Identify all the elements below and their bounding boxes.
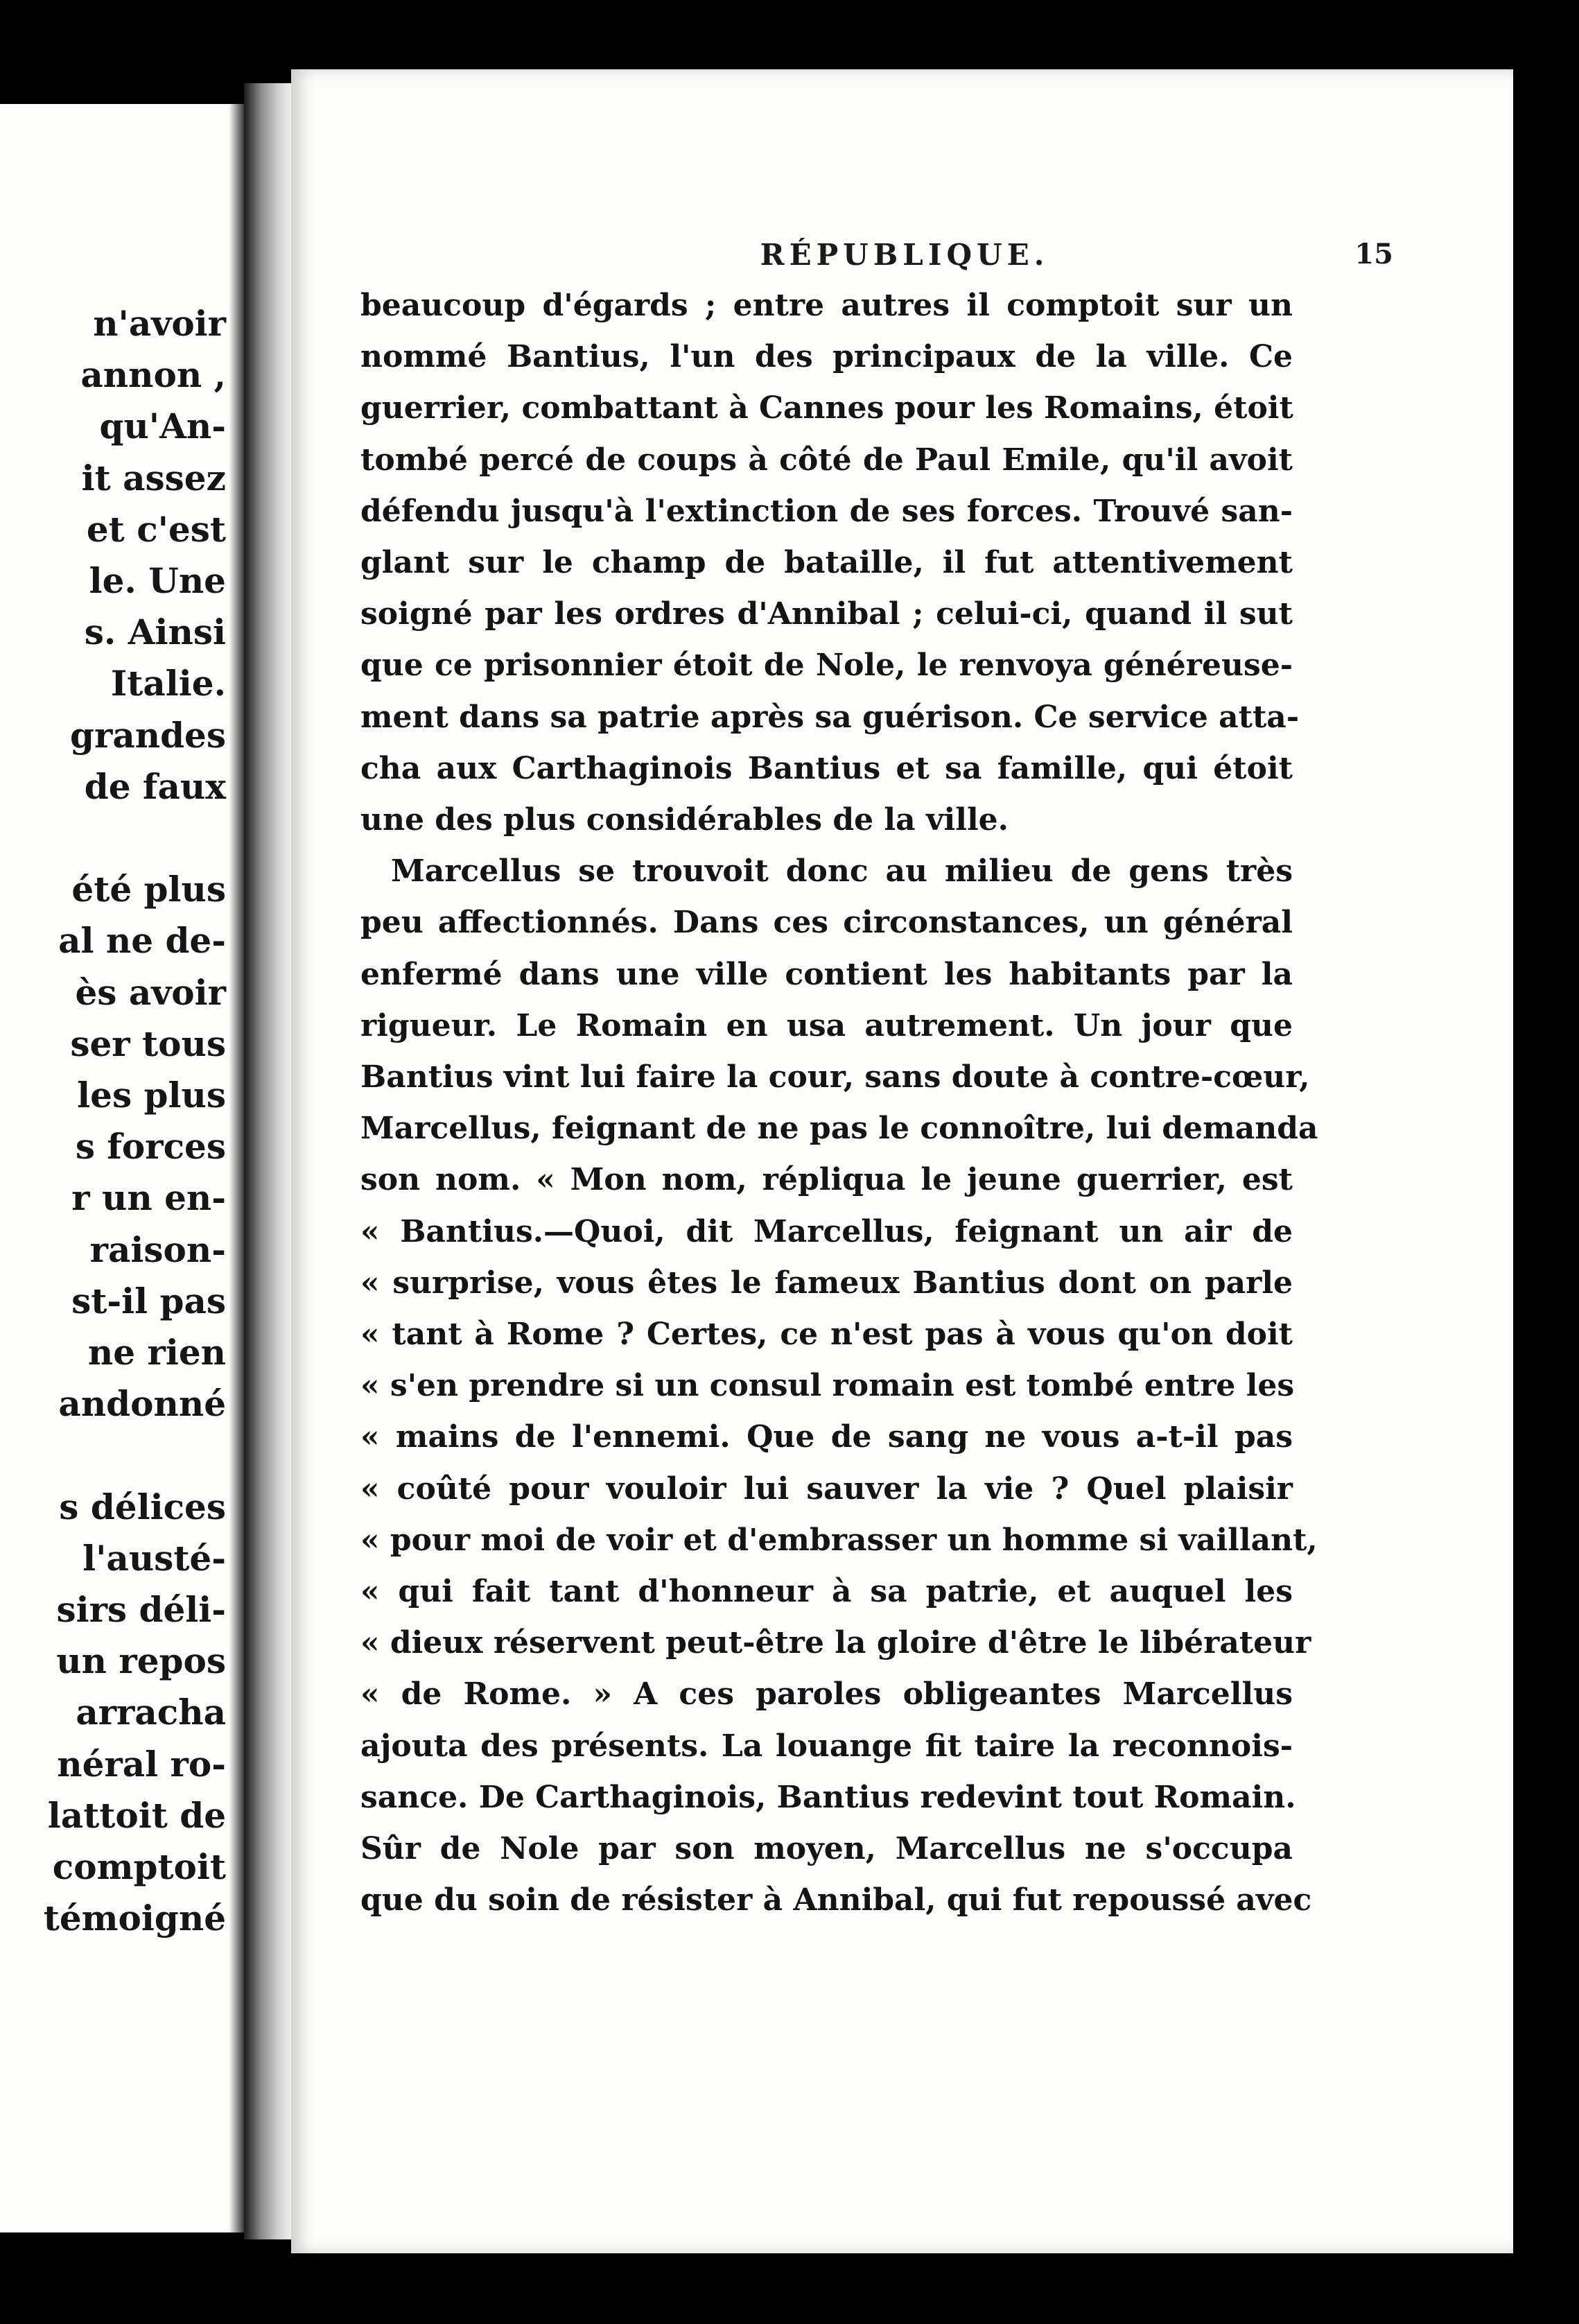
facing-page-line: ès avoir: [75, 971, 226, 1013]
text-line: sance. De Carthaginois, Bantius redevint tout Romain.: [360, 1779, 1296, 1815]
page-body-text: [360, 280, 1318, 1927]
facing-page-line: [44, 1430, 226, 1481]
facing-page-line: et c'est: [86, 508, 226, 550]
facing-page-line: s. Ainsi: [84, 612, 226, 653]
text-line: « Bantius.—Quoi, dit Marcellus, feignant un air de: [360, 1213, 1293, 1249]
facing-page-line: le. Une: [89, 560, 226, 602]
text-line: Bantius vint lui faire la cour, sans doute à contre-cœur,: [360, 1059, 1310, 1095]
text-line: défendu jusqu'à l'extinction de ses forces. Trouvé san-: [360, 493, 1293, 529]
text-line: nommé Bantius, l'un des principaux de la ville. Ce: [360, 339, 1293, 375]
text-line: ajouta des présents. La louange fit taire la reconnois-: [360, 1728, 1293, 1764]
facing-page-line: n'avoir: [93, 303, 226, 344]
facing-page-line: qu'An-: [99, 406, 226, 447]
text-line: soigné par les ordres d'Annibal ; celui-ci, quand il sut: [360, 596, 1293, 632]
text-line: une des plus considérables de la ville.: [360, 802, 1009, 838]
text-line: peu affectionnés. Dans ces circonstances, un général: [360, 905, 1293, 941]
book-page: [291, 69, 1513, 2253]
text-line: son nom. « Mon nom, répliqua le jeune guerrier, est: [360, 1162, 1293, 1198]
facing-page-line: st-il pas: [71, 1280, 226, 1321]
facing-page-line: arracha: [76, 1692, 226, 1733]
facing-page-line: les plus: [77, 1075, 226, 1116]
text-line: guerrier, combattant à Cannes pour les Romains, étoit: [360, 390, 1293, 426]
facing-page: [0, 104, 244, 2232]
facing-page-text: [44, 298, 226, 1944]
facing-page-line: témoigné: [43, 1898, 226, 1939]
text-line: « s'en prendre si un consul romain est tombé entre les: [360, 1368, 1295, 1404]
facing-page-line: Italie.: [110, 663, 226, 704]
facing-page-line: annon ,: [80, 354, 226, 396]
text-line: « pour moi de voir et d'embrasser un homme si vaillant,: [360, 1522, 1318, 1558]
text-line: cha aux Carthaginois Bantius et sa famille, qui étoit: [360, 750, 1293, 786]
page-number: 15: [1354, 238, 1393, 270]
facing-page-line: al ne de-: [58, 920, 226, 962]
facing-page-line: néral ro-: [57, 1743, 226, 1785]
facing-page-line: r un en-: [71, 1177, 226, 1219]
text-line: « surprise, vous êtes le fameux Bantius dont on parle: [360, 1265, 1293, 1301]
facing-page-line: sirs déli-: [56, 1589, 226, 1631]
facing-page-line: l'austé-: [82, 1537, 226, 1579]
text-line: Marcellus se trouvoit donc au milieu de gens très: [391, 853, 1293, 890]
facing-page-line: raison-: [89, 1229, 226, 1270]
text-line: « de Rome. » A ces paroles obligeantes Marcellus: [360, 1676, 1293, 1712]
text-line: ment dans sa patrie après sa guérison. Ce service atta-: [360, 699, 1300, 735]
facing-page-line: ne rien: [87, 1332, 226, 1373]
text-line: « tant à Rome ? Certes, ce n'est pas à vous qu'on doit: [360, 1317, 1293, 1353]
text-line: glant sur le champ de bataille, il fut attentivement: [360, 545, 1293, 581]
facing-page-line: [44, 813, 226, 864]
text-line: que du soin de résister à Annibal, qui fut repoussé avec: [360, 1882, 1312, 1918]
text-line: tombé percé de coups à côté de Paul Emile, qu'il avoit: [360, 442, 1293, 478]
text-line: « dieux réservent peut-être la gloire d'être le libérateur: [360, 1625, 1311, 1661]
facing-page-line: de faux: [84, 765, 226, 807]
facing-page-line: ser tous: [70, 1023, 226, 1064]
facing-page-line: grandes: [70, 714, 226, 756]
text-line: Sûr de Nole par son moyen, Marcellus ne s'occupa: [360, 1831, 1293, 1867]
facing-page-line: it assez: [81, 457, 226, 498]
text-line: enfermé dans une ville contient les habitants par la: [360, 956, 1293, 992]
text-line: « coûté pour vouloir lui sauver la vie ? Quel plaisir: [360, 1471, 1293, 1507]
facing-page-line: un repos: [56, 1640, 226, 1682]
running-head: [430, 238, 1393, 286]
facing-page-line: s délices: [59, 1486, 226, 1527]
text-line: Marcellus, feignant de ne pas le connoître, lui demanda: [360, 1111, 1318, 1147]
text-line: « qui fait tant d'honneur à sa patrie, et auquel les: [360, 1574, 1293, 1610]
facing-page-line: andonné: [58, 1383, 226, 1425]
text-line: rigueur. Le Romain en usa autrement. Un jour que: [360, 1007, 1293, 1043]
text-line: que ce prisonnier étoit de Nole, le renvoya généreuse-: [360, 648, 1293, 684]
text-line: beaucoup d'égards ; entre autres il comptoit sur un: [360, 288, 1293, 323]
facing-page-line: été plus: [71, 869, 226, 910]
page-gutter: [244, 83, 293, 2239]
running-title: RÉPUBLIQUE.: [760, 238, 1049, 272]
binding-shadow: [229, 104, 244, 2232]
facing-page-line: s forces: [75, 1126, 226, 1168]
text-line: « mains de l'ennemi. Que de sang ne vous a-t-il pas: [360, 1419, 1293, 1455]
facing-page-line: comptoit: [52, 1846, 226, 1888]
facing-page-line: lattoit de: [47, 1794, 226, 1836]
